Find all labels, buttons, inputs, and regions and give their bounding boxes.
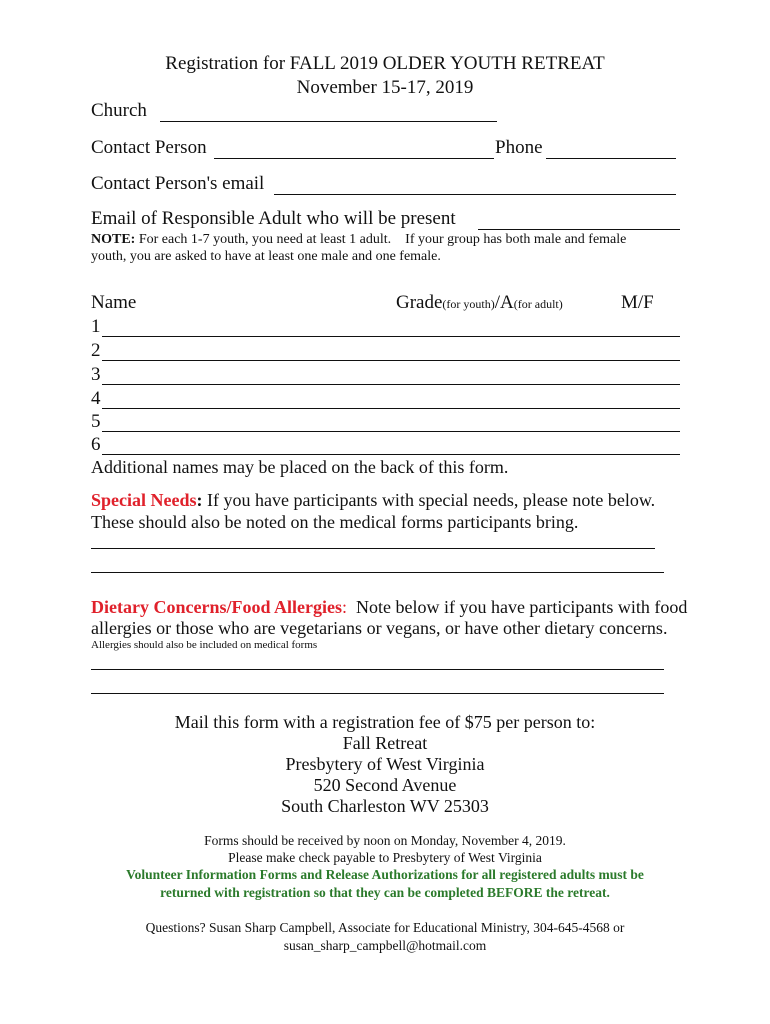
additional-names-note: Additional names may be placed on the back of this form. — [91, 457, 509, 477]
responsible-email-field[interactable] — [478, 229, 680, 230]
roster-row-line[interactable] — [102, 384, 680, 385]
form-dates: November 15-17, 2019 — [296, 77, 474, 98]
special-needs-colon: : — [196, 490, 203, 510]
roster-row-line[interactable] — [102, 431, 680, 432]
contact-person-field[interactable] — [214, 158, 494, 159]
form-title: Registration for FALL 2019 OLDER YOUTH RETREAT — [165, 53, 605, 74]
responsible-email-label: Email of Responsible Adult who will be present — [91, 208, 456, 229]
note-line-2: youth, you are asked to have at least one male and one female. — [91, 249, 441, 264]
roster-row-number: 1 — [91, 316, 101, 337]
grade-header — [396, 292, 563, 314]
grade-label: Grade — [396, 292, 443, 313]
dietary-line-1 — [91, 597, 687, 618]
dietary-text: Note below if you have participants with food — [346, 597, 688, 617]
special-needs-line-1 — [91, 490, 655, 511]
roster-row-number: 6 — [91, 434, 101, 455]
church-field[interactable] — [160, 121, 497, 122]
special-needs-line-2: These should also be noted on the medical forms participants bring. — [91, 512, 579, 532]
special-needs-text: If you have participants with special needs, please note below. — [202, 490, 656, 510]
adult-label: /A — [494, 292, 514, 313]
roster-row-number: 5 — [91, 411, 101, 432]
roster-row-line[interactable] — [102, 336, 680, 337]
special-needs-label: Special Needs — [91, 490, 197, 510]
dietary-label: Dietary Concerns/Food Allergies — [91, 597, 342, 617]
name-header: Name — [91, 292, 137, 313]
mail-recipient: Fall Retreat — [342, 733, 428, 753]
note-text: For each 1-7 youth, you need at least 1 adult. If your group has both male and female — [138, 232, 627, 247]
contact-email-label: Contact Person's email — [91, 173, 265, 194]
roster-row-number: 3 — [91, 364, 101, 385]
roster-row-line[interactable] — [102, 408, 680, 409]
contact-person-label: Contact Person — [91, 137, 207, 158]
special-needs-answer-line[interactable] — [91, 572, 664, 573]
dietary-colon: : — [341, 597, 347, 617]
dietary-line-2: allergies or those who are vegetarians or vegans, or have other dietary concerns. — [91, 618, 668, 638]
deadline-line: Forms should be received by noon on Monday, November 4, 2019. — [204, 833, 566, 848]
mail-street: 520 Second Avenue — [313, 775, 457, 795]
contact-email-field[interactable] — [274, 194, 676, 195]
questions-line: Questions? Susan Sharp Campbell, Associate for Educational Ministry, 304-645-4568 or — [145, 920, 625, 935]
note-line-1 — [91, 232, 626, 248]
note-label: NOTE: — [91, 232, 136, 247]
volunteer-line-1: Volunteer Information Forms and Release Authorizations for all registered adults must be — [126, 867, 644, 882]
special-needs-answer-line[interactable] — [91, 548, 655, 549]
roster-row-number: 2 — [91, 340, 101, 361]
mf-header: M/F — [621, 292, 654, 313]
mail-instruction: Mail this form with a registration fee of $75 per person to: — [174, 712, 596, 732]
payment-line: Please make check payable to Presbytery of West Virginia — [228, 850, 542, 865]
phone-label: Phone — [495, 137, 543, 158]
roster-row-line[interactable] — [102, 454, 680, 455]
mail-city: South Charleston WV 25303 — [281, 796, 489, 816]
dietary-line-3: Allergies should also be included on medical forms — [91, 639, 318, 651]
volunteer-line-2: returned with registration so that they can be completed BEFORE the retreat. — [160, 885, 610, 900]
adult-sub: (for adult) — [513, 297, 563, 311]
dietary-answer-line[interactable] — [91, 669, 664, 670]
contact-email-address: susan_sharp_campbell@hotmail.com — [283, 938, 487, 953]
dietary-answer-line[interactable] — [91, 693, 664, 694]
roster-row-line[interactable] — [102, 360, 680, 361]
phone-field[interactable] — [546, 158, 676, 159]
church-label: Church — [91, 100, 147, 121]
grade-sub: (for youth) — [442, 297, 495, 311]
roster-row-number: 4 — [91, 388, 101, 409]
mail-organization: Presbytery of West Virginia — [285, 754, 485, 774]
